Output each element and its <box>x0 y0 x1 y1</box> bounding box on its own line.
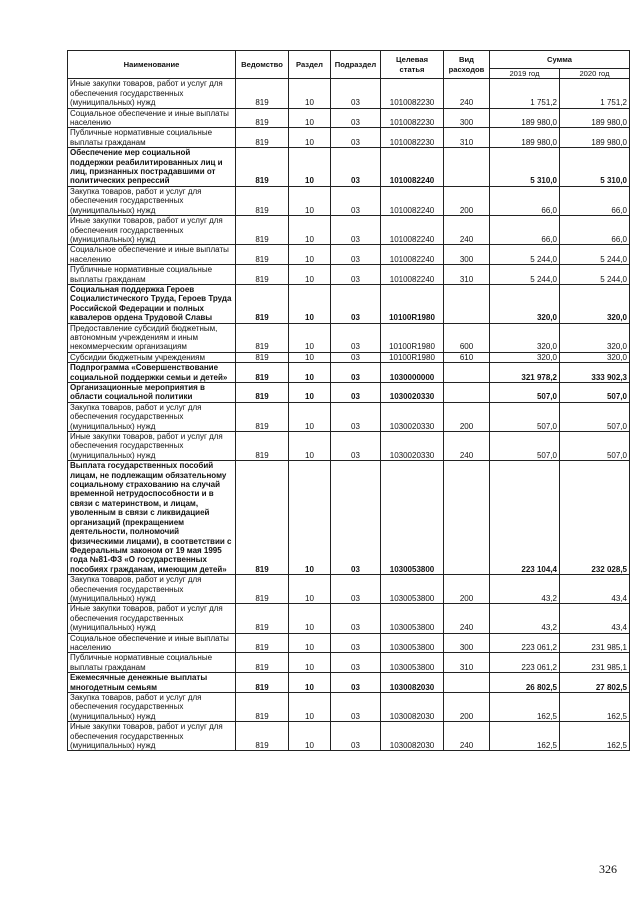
cell-name: Социальное обеспечение и иные выплаты населению <box>68 245 236 265</box>
cell-sum-2019: 43,2 <box>490 575 560 604</box>
cell-razdel: 10 <box>289 186 331 215</box>
cell-vedomstvo: 819 <box>236 79 289 108</box>
cell-name: Ежемесячные денежные выплаты многодетным семьям <box>68 673 236 693</box>
cell-tselevaya-statya: 1030020330 <box>381 383 444 403</box>
cell-name: Закупка товаров, работ и услуг для обеспечения государственных (муниципальных) нужд <box>68 186 236 215</box>
cell-name: Публичные нормативные социальные выплаты гражданам <box>68 265 236 285</box>
table-row <box>68 148 630 187</box>
cell-tselevaya-statya: 1010082240 <box>381 186 444 215</box>
cell-podrazdel: 03 <box>331 383 381 403</box>
cell-vid-raskhodov: 200 <box>444 693 490 722</box>
cell-sum-2020: 66,0 <box>560 216 630 245</box>
cell-sum-2020: 43,4 <box>560 575 630 604</box>
cell-name: Иные закупки товаров, работ и услуг для обеспечения государственных (муниципальных) нужд <box>68 604 236 633</box>
cell-sum-2019: 162,5 <box>490 693 560 722</box>
cell-sum-2019: 26 802,5 <box>490 673 560 693</box>
cell-razdel: 10 <box>289 383 331 403</box>
cell-razdel: 10 <box>289 633 331 653</box>
cell-tselevaya-statya: 10100R1980 <box>381 323 444 352</box>
cell-sum-2019: 320,0 <box>490 352 560 362</box>
table-row <box>68 722 630 751</box>
cell-vid-raskhodov <box>444 383 490 403</box>
budget-table <box>67 50 630 751</box>
cell-vid-raskhodov: 240 <box>444 722 490 751</box>
cell-sum-2020: 507,0 <box>560 402 630 431</box>
cell-vid-raskhodov: 200 <box>444 402 490 431</box>
cell-sum-2020: 507,0 <box>560 383 630 403</box>
cell-tselevaya-statya: 1030053800 <box>381 633 444 653</box>
cell-razdel: 10 <box>289 604 331 633</box>
cell-razdel: 10 <box>289 402 331 431</box>
cell-podrazdel: 03 <box>331 323 381 352</box>
cell-razdel: 10 <box>289 575 331 604</box>
cell-vedomstvo: 819 <box>236 693 289 722</box>
table-body <box>68 79 630 751</box>
cell-podrazdel: 03 <box>331 693 381 722</box>
cell-vedomstvo: 819 <box>236 633 289 653</box>
cell-tselevaya-statya: 1030082030 <box>381 693 444 722</box>
table-row <box>68 673 630 693</box>
cell-sum-2019: 507,0 <box>490 402 560 431</box>
cell-vedomstvo: 819 <box>236 284 289 323</box>
cell-vedomstvo: 819 <box>236 323 289 352</box>
cell-podrazdel: 03 <box>331 363 381 383</box>
cell-tselevaya-statya: 1010082230 <box>381 79 444 108</box>
cell-podrazdel: 03 <box>331 128 381 148</box>
cell-vedomstvo: 819 <box>236 402 289 431</box>
cell-sum-2019: 507,0 <box>490 432 560 461</box>
cell-podrazdel: 03 <box>331 461 381 575</box>
cell-name: Закупка товаров, работ и услуг для обеспечения государственных (муниципальных) нужд <box>68 575 236 604</box>
table-row <box>68 432 630 461</box>
cell-razdel: 10 <box>289 363 331 383</box>
cell-tselevaya-statya: 1010082240 <box>381 265 444 285</box>
cell-razdel: 10 <box>289 128 331 148</box>
cell-vid-raskhodov: 300 <box>444 245 490 265</box>
cell-vedomstvo: 819 <box>236 245 289 265</box>
cell-sum-2019: 189 980,0 <box>490 108 560 128</box>
cell-name: Социальная поддержка Героев Социалистического Труда, Героев Труда Российской Федерации и полных кавалеров ордена Трудовой Славы <box>68 284 236 323</box>
cell-name: Подпрограмма «Совершенствование социальной поддержки семьи и детей» <box>68 363 236 383</box>
cell-razdel: 10 <box>289 245 331 265</box>
cell-sum-2019: 162,5 <box>490 722 560 751</box>
cell-name: Предоставление субсидий бюджетным, автономным учреждениям и иным некоммерческим организациям <box>68 323 236 352</box>
cell-tselevaya-statya: 1030053800 <box>381 653 444 673</box>
cell-sum-2020: 5 244,0 <box>560 265 630 285</box>
cell-podrazdel: 03 <box>331 604 381 633</box>
header-tselevaya-statya: Целевая статья <box>381 51 444 79</box>
cell-tselevaya-statya: 1030053800 <box>381 604 444 633</box>
page-number: 326 <box>599 862 617 876</box>
cell-sum-2019: 189 980,0 <box>490 128 560 148</box>
cell-podrazdel: 03 <box>331 575 381 604</box>
table-row <box>68 216 630 245</box>
header-summa: Сумма <box>490 51 630 69</box>
table-row <box>68 108 630 128</box>
cell-vid-raskhodov: 610 <box>444 352 490 362</box>
cell-name: Публичные нормативные социальные выплаты гражданам <box>68 128 236 148</box>
cell-tselevaya-statya: 1010082240 <box>381 216 444 245</box>
cell-razdel: 10 <box>289 722 331 751</box>
cell-razdel: 10 <box>289 79 331 108</box>
header-year-2020: 2020 год <box>560 69 630 79</box>
cell-vid-raskhodov: 200 <box>444 575 490 604</box>
cell-sum-2019: 5 310,0 <box>490 148 560 187</box>
cell-tselevaya-statya: 1030082030 <box>381 673 444 693</box>
cell-vid-raskhodov: 240 <box>444 604 490 633</box>
cell-vedomstvo: 819 <box>236 186 289 215</box>
cell-razdel: 10 <box>289 461 331 575</box>
cell-razdel: 10 <box>289 265 331 285</box>
cell-razdel: 10 <box>289 108 331 128</box>
cell-sum-2020: 231 985,1 <box>560 633 630 653</box>
cell-razdel: 10 <box>289 653 331 673</box>
table-row <box>68 323 630 352</box>
header-vid-raskhodov: Вид расходов <box>444 51 490 79</box>
cell-vedomstvo: 819 <box>236 383 289 403</box>
cell-name: Организационные мероприятия в области социальной политики <box>68 383 236 403</box>
cell-name: Иные закупки товаров, работ и услуг для обеспечения государственных (муниципальных) нужд <box>68 216 236 245</box>
header-podrazdel: Подраздел <box>331 51 381 79</box>
cell-vedomstvo: 819 <box>236 265 289 285</box>
cell-name: Иные закупки товаров, работ и услуг для обеспечения государственных (муниципальных) нужд <box>68 79 236 108</box>
cell-sum-2019: 43,2 <box>490 604 560 633</box>
cell-podrazdel: 03 <box>331 284 381 323</box>
cell-tselevaya-statya: 1030053800 <box>381 461 444 575</box>
cell-tselevaya-statya: 10100R1980 <box>381 352 444 362</box>
cell-razdel: 10 <box>289 432 331 461</box>
cell-vedomstvo: 819 <box>236 363 289 383</box>
cell-vedomstvo: 819 <box>236 216 289 245</box>
cell-tselevaya-statya: 1010082230 <box>381 108 444 128</box>
cell-vid-raskhodov <box>444 363 490 383</box>
table-row <box>68 653 630 673</box>
cell-sum-2020: 231 985,1 <box>560 653 630 673</box>
cell-name: Субсидии бюджетным учреждениям <box>68 352 236 362</box>
cell-vid-raskhodov: 310 <box>444 653 490 673</box>
cell-sum-2020: 507,0 <box>560 432 630 461</box>
cell-sum-2019: 5 244,0 <box>490 245 560 265</box>
cell-sum-2019: 66,0 <box>490 216 560 245</box>
cell-podrazdel: 03 <box>331 216 381 245</box>
cell-vedomstvo: 819 <box>236 722 289 751</box>
cell-podrazdel: 03 <box>331 402 381 431</box>
cell-podrazdel: 03 <box>331 673 381 693</box>
table-row <box>68 186 630 215</box>
table-row <box>68 363 630 383</box>
cell-podrazdel: 03 <box>331 79 381 108</box>
cell-tselevaya-statya: 1010082240 <box>381 245 444 265</box>
cell-vid-raskhodov <box>444 673 490 693</box>
cell-razdel: 10 <box>289 673 331 693</box>
cell-podrazdel: 03 <box>331 352 381 362</box>
cell-vedomstvo: 819 <box>236 108 289 128</box>
cell-razdel: 10 <box>289 352 331 362</box>
cell-vedomstvo: 819 <box>236 673 289 693</box>
table-row <box>68 461 630 575</box>
cell-sum-2020: 1 751,2 <box>560 79 630 108</box>
cell-sum-2019: 507,0 <box>490 383 560 403</box>
cell-name: Обеспечение мер социальной поддержки реабилитированных лиц и лиц, признанных пострадавшими от политических репрессий <box>68 148 236 187</box>
table-row <box>68 352 630 362</box>
cell-name: Закупка товаров, работ и услуг для обеспечения государственных (муниципальных) нужд <box>68 402 236 431</box>
cell-sum-2019: 320,0 <box>490 284 560 323</box>
cell-podrazdel: 03 <box>331 633 381 653</box>
cell-vedomstvo: 819 <box>236 128 289 148</box>
cell-sum-2019: 321 978,2 <box>490 363 560 383</box>
cell-vid-raskhodov: 310 <box>444 265 490 285</box>
cell-tselevaya-statya: 1010082240 <box>381 148 444 187</box>
cell-razdel: 10 <box>289 148 331 187</box>
cell-sum-2019: 223 104,4 <box>490 461 560 575</box>
cell-razdel: 10 <box>289 693 331 722</box>
cell-name: Выплата государственных пособий лицам, не подлежащим обязательному социальному страхованию на случай временной нетрудоспособности и в связи с материнством, и лицам, уволенным в связи с ликвидацией организаций (прекращением деятельности, полномочий физическими лицами), в соответствии с Федеральным законом от 19 мая 1995 года №81-ФЗ «О государственных пособиях гражданам, имеющим детей» <box>68 461 236 575</box>
cell-vid-raskhodov: 240 <box>444 432 490 461</box>
cell-vid-raskhodov <box>444 461 490 575</box>
cell-podrazdel: 03 <box>331 722 381 751</box>
cell-vid-raskhodov: 300 <box>444 633 490 653</box>
cell-sum-2019: 66,0 <box>490 186 560 215</box>
table-header <box>68 51 630 79</box>
table-row <box>68 79 630 108</box>
cell-name: Социальное обеспечение и иные выплаты населению <box>68 108 236 128</box>
table-row <box>68 575 630 604</box>
table-row <box>68 245 630 265</box>
cell-vid-raskhodov: 200 <box>444 186 490 215</box>
table-row <box>68 633 630 653</box>
cell-sum-2019: 223 061,2 <box>490 653 560 673</box>
cell-sum-2020: 66,0 <box>560 186 630 215</box>
table-row <box>68 693 630 722</box>
cell-sum-2020: 232 028,5 <box>560 461 630 575</box>
cell-vedomstvo: 819 <box>236 604 289 633</box>
cell-vid-raskhodov <box>444 284 490 323</box>
header-name: Наименование <box>68 51 236 79</box>
table-row <box>68 128 630 148</box>
cell-sum-2019: 1 751,2 <box>490 79 560 108</box>
cell-vedomstvo: 819 <box>236 575 289 604</box>
cell-podrazdel: 03 <box>331 186 381 215</box>
table-row <box>68 383 630 403</box>
cell-sum-2020: 162,5 <box>560 693 630 722</box>
cell-razdel: 10 <box>289 284 331 323</box>
cell-tselevaya-statya: 1030082030 <box>381 722 444 751</box>
cell-podrazdel: 03 <box>331 265 381 285</box>
cell-sum-2020: 43,4 <box>560 604 630 633</box>
cell-vid-raskhodov: 240 <box>444 216 490 245</box>
cell-podrazdel: 03 <box>331 148 381 187</box>
cell-sum-2020: 320,0 <box>560 284 630 323</box>
cell-podrazdel: 03 <box>331 245 381 265</box>
cell-name: Иные закупки товаров, работ и услуг для обеспечения государственных (муниципальных) нужд <box>68 722 236 751</box>
cell-sum-2020: 320,0 <box>560 352 630 362</box>
cell-vid-raskhodov: 600 <box>444 323 490 352</box>
cell-tselevaya-statya: 1010082230 <box>381 128 444 148</box>
cell-sum-2019: 5 244,0 <box>490 265 560 285</box>
cell-razdel: 10 <box>289 323 331 352</box>
cell-sum-2020: 320,0 <box>560 323 630 352</box>
cell-sum-2020: 27 802,5 <box>560 673 630 693</box>
header-year-2019: 2019 год <box>490 69 560 79</box>
cell-sum-2020: 162,5 <box>560 722 630 751</box>
budget-table-sheet <box>67 50 629 751</box>
cell-sum-2020: 189 980,0 <box>560 128 630 148</box>
cell-sum-2019: 320,0 <box>490 323 560 352</box>
header-vedomstvo: Ведомство <box>236 51 289 79</box>
cell-podrazdel: 03 <box>331 653 381 673</box>
table-row <box>68 265 630 285</box>
cell-sum-2020: 5 244,0 <box>560 245 630 265</box>
cell-vedomstvo: 819 <box>236 352 289 362</box>
cell-tselevaya-statya: 1030000000 <box>381 363 444 383</box>
cell-podrazdel: 03 <box>331 432 381 461</box>
cell-name: Иные закупки товаров, работ и услуг для обеспечения государственных (муниципальных) нужд <box>68 432 236 461</box>
cell-name: Закупка товаров, работ и услуг для обеспечения государственных (муниципальных) нужд <box>68 693 236 722</box>
cell-vedomstvo: 819 <box>236 653 289 673</box>
cell-name: Публичные нормативные социальные выплаты гражданам <box>68 653 236 673</box>
cell-tselevaya-statya: 10100R1980 <box>381 284 444 323</box>
cell-vid-raskhodov: 310 <box>444 128 490 148</box>
cell-vedomstvo: 819 <box>236 148 289 187</box>
cell-tselevaya-statya: 1030020330 <box>381 402 444 431</box>
cell-sum-2020: 189 980,0 <box>560 108 630 128</box>
cell-sum-2020: 333 902,3 <box>560 363 630 383</box>
cell-vid-raskhodov: 240 <box>444 79 490 108</box>
table-row <box>68 402 630 431</box>
cell-vedomstvo: 819 <box>236 461 289 575</box>
table-row <box>68 604 630 633</box>
cell-vid-raskhodov <box>444 148 490 187</box>
cell-vedomstvo: 819 <box>236 432 289 461</box>
cell-name: Социальное обеспечение и иные выплаты населению <box>68 633 236 653</box>
cell-podrazdel: 03 <box>331 108 381 128</box>
cell-tselevaya-statya: 1030053800 <box>381 575 444 604</box>
cell-sum-2020: 5 310,0 <box>560 148 630 187</box>
table-row <box>68 284 630 323</box>
cell-vid-raskhodov: 300 <box>444 108 490 128</box>
header-razdel: Раздел <box>289 51 331 79</box>
cell-tselevaya-statya: 1030020330 <box>381 432 444 461</box>
cell-razdel: 10 <box>289 216 331 245</box>
cell-sum-2019: 223 061,2 <box>490 633 560 653</box>
